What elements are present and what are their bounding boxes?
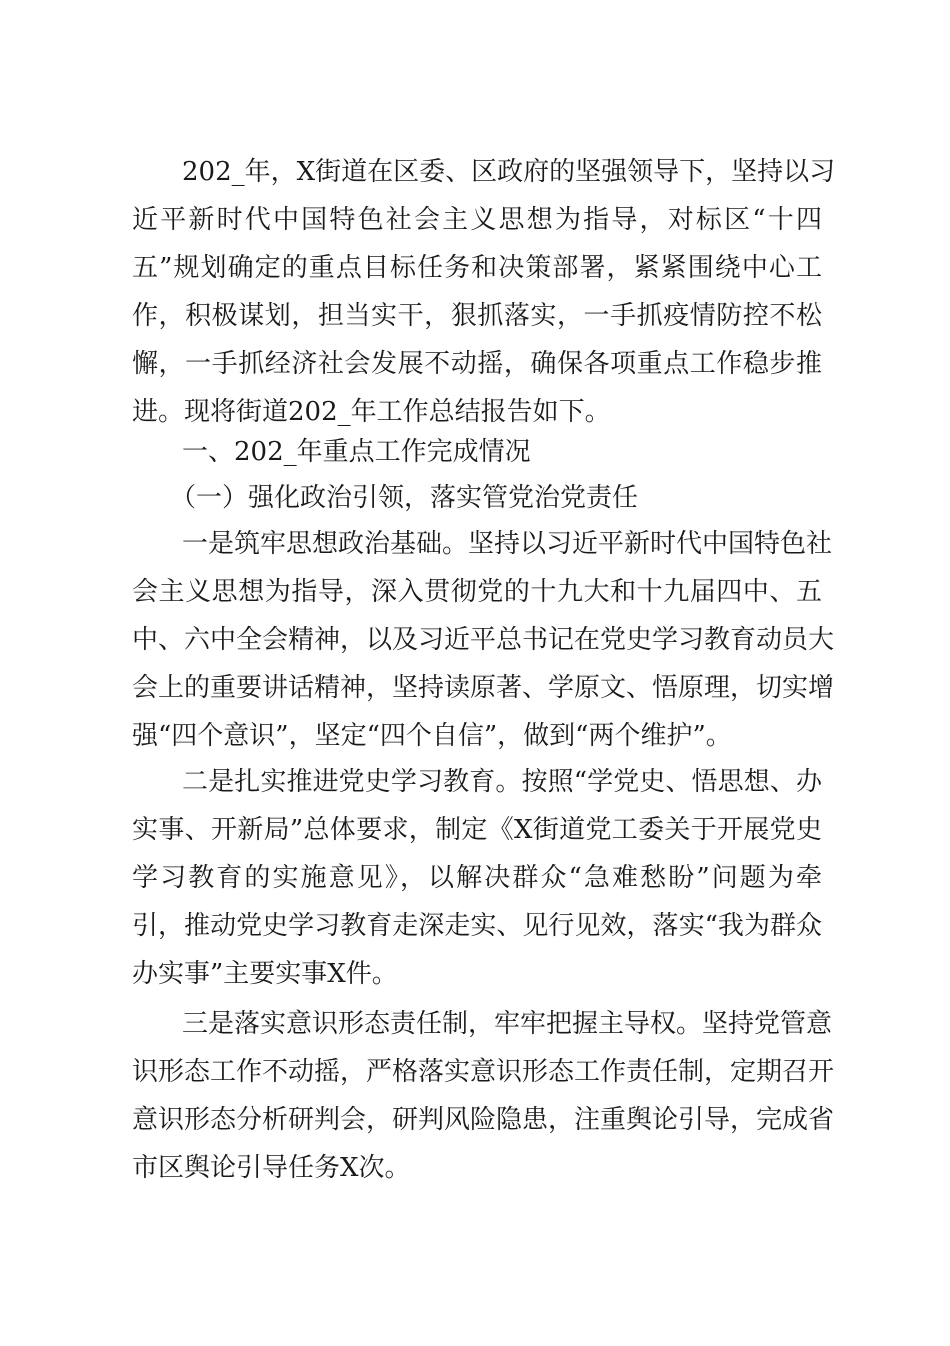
text-line: 识形态工作不动摇，严格落实意识形态工作责任制，定期召开 xyxy=(132,1057,835,1087)
para2-line-1 xyxy=(0,758,950,806)
text-line: 五”规划确定的重点目标任务和决策部署，紧紧围绕中心工 xyxy=(132,253,822,283)
intro-line-2 xyxy=(0,196,950,244)
intro-line-4 xyxy=(0,292,950,340)
para3-line-4 xyxy=(0,1144,950,1192)
text-line: 意识形态分析研判会，研判风险隐患，注重舆论引导，完成省 xyxy=(132,1105,835,1135)
para2-line-5 xyxy=(0,950,950,998)
para1-line-5 xyxy=(0,712,950,760)
text-line: 二是扎实推进党史学习教育。按照“学党史、悟思想、办 xyxy=(182,767,822,797)
text-line: 一是筑牢思想政治基础。坚持以习近平新时代中国特色社 xyxy=(182,529,833,559)
para3-line-2 xyxy=(0,1048,950,1096)
subsection-heading xyxy=(0,474,950,522)
para1-line-4 xyxy=(0,664,950,712)
intro-line-5 xyxy=(0,340,950,388)
text-line: 中、六中全会精神，以及习近平总书记在党史学习教育动员大 xyxy=(132,625,835,655)
section-heading xyxy=(0,428,950,476)
text-line: 办实事”主要实事X件。 xyxy=(132,959,398,989)
text-line: 强“四个意识”，坚定“四个自信”，做到“两个维护”。 xyxy=(132,721,732,751)
text-line: 近平新时代中国特色社会主义思想为指导，对标区“十四 xyxy=(132,205,822,235)
text-line: 学习教育的实施意见》，以解决群众“急难愁盼”问题为牵 xyxy=(132,863,822,893)
text-line: 市区舆论引导任务X次。 xyxy=(132,1153,411,1183)
para3-line-3 xyxy=(0,1096,950,1144)
intro-line-3 xyxy=(0,244,950,292)
text-line: 会主义思想为指导，深入贯彻党的十九大和十九届四中、五 xyxy=(132,577,822,607)
text-line: 懈，一手抓经济社会发展不动摇，确保各项重点工作稳步推 xyxy=(132,349,822,379)
text-line: 进。现将街道202_年工作总结报告如下。 xyxy=(132,397,611,427)
para2-line-2 xyxy=(0,806,950,854)
para2-line-4 xyxy=(0,902,950,950)
text-line: 引，推动党史学习教育走深走实、见行见效，落实“我为群众 xyxy=(132,911,822,941)
intro-line-1 xyxy=(0,148,950,196)
para1-line-1 xyxy=(0,520,950,568)
para1-line-2 xyxy=(0,568,950,616)
para1-line-3 xyxy=(0,616,950,664)
para2-line-3 xyxy=(0,854,950,902)
para3-line-1 xyxy=(0,1000,950,1048)
text-line: 三是落实意识形态责任制，牢牢把握主导权。坚持党管意 xyxy=(182,1009,833,1039)
text-line: 作，积极谋划，担当实干，狠抓落实，一手抓疫情防控不松 xyxy=(132,301,822,331)
heading-text: 一、202_年重点工作完成情况 xyxy=(182,437,531,467)
text-line: 202_年，X街道在区委、区政府的坚强领导下，坚持以习 xyxy=(182,157,836,187)
subheading-text: （一）强化政治引领，落实管党治党责任 xyxy=(170,483,639,513)
text-line: 实事、开新局”总体要求，制定《X街道党工委关于开展党史 xyxy=(132,815,822,845)
text-line: 会上的重要讲话精神，坚持读原著、学原文、悟原理，切实增 xyxy=(132,673,835,703)
